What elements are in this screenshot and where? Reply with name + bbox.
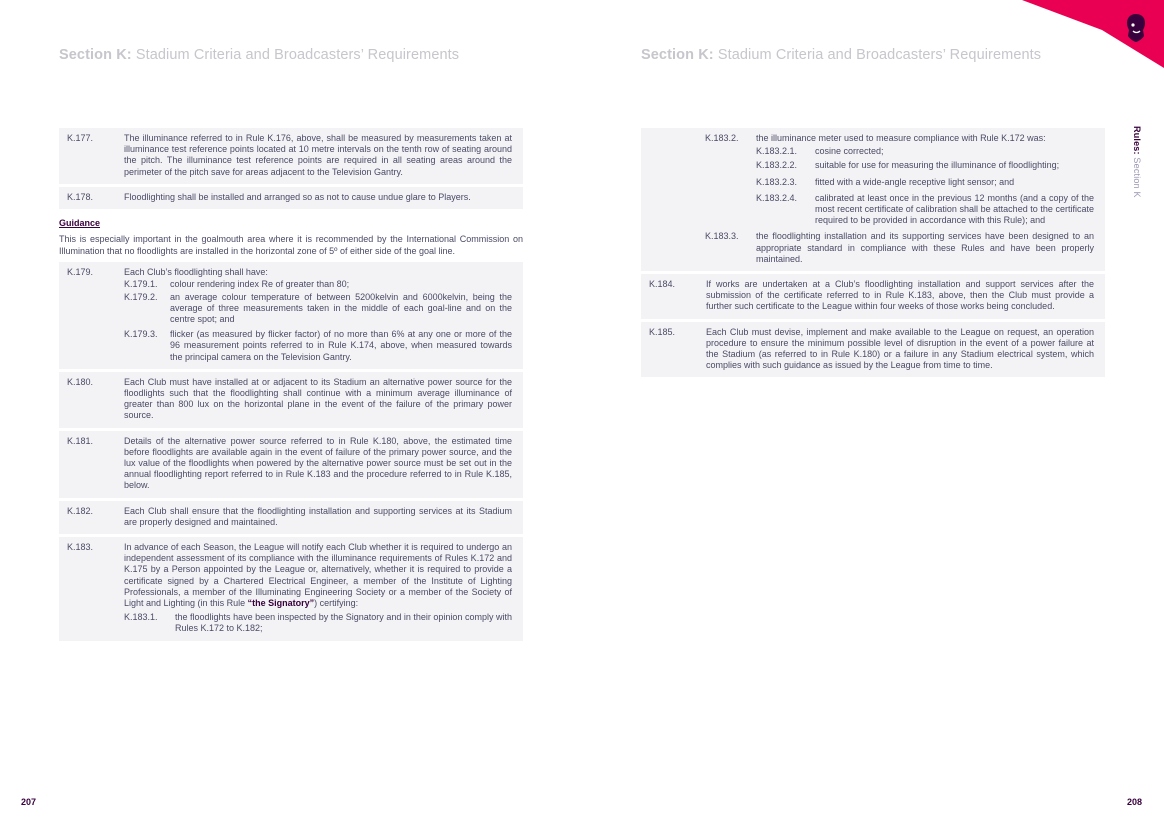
rule-text [124,542,512,609]
rule-text: Floodlighting shall be installed and arranged so as not to cause undue glare to Players. [124,191,471,202]
rule-k183 [59,537,523,641]
rule-k183-continued [641,128,1105,271]
sub-rule-text: flicker (as measured by flicker factor) of no more than 6% at any one or more of the 96 measurement points referred to in Rule K.174, above, when measured towards the principal camera on the Television Gantry. [170,329,512,362]
page-number-right: 208 [1126,797,1142,807]
sub-rule-k183-3 [705,231,1094,265]
league-lion-logo-icon [1124,12,1148,44]
rule-text: If works are undertaken at a Club’s floodlighting installation and support services after the submission of the certificate referred to in Rule K.183, above, then the Club must provide a further such certificate to the League within four weeks of those works being concluded. [706,279,1094,312]
sub-sub-rule-k183-2-2 [756,160,1094,171]
section-title-right [641,47,1041,63]
sub-rule-number: K.179.3. [124,329,158,340]
right-column [641,128,1105,380]
sub-sub-rule-number: K.183.2.3. [756,176,798,187]
side-label-bold: Rules: [1132,126,1142,155]
rule-number: K.183. [67,542,94,553]
sub-sub-rule-text: calibrated at least once in the previous 12 months (and a copy of the most recent certificate of calibration shall be attached to the certificate required to be provided in accordance with this Rule); and [815,192,1094,226]
rule-text: Each Club shall ensure that the floodlighting installation and supporting services at its Stadium are properly designed and maintained. [124,505,512,527]
guidance-heading: Guidance [59,218,101,229]
rule-k180 [59,372,523,428]
sub-rule-number: K.183.1. [124,612,158,623]
rule-number: K.185. [649,326,676,337]
rule-number: K.181. [67,435,94,446]
rule-text: Each Club’s floodlighting shall have: [124,267,268,278]
sub-sub-rule-number: K.183.2.4. [756,192,798,203]
sub-rule-number: K.179.2. [124,291,158,302]
sub-rule-k179-1 [124,279,512,290]
rule-number: K.182. [67,505,94,516]
rule-k182 [59,501,523,534]
sub-sub-rule-text: fitted with a wide-angle receptive light sensor; and [815,176,1015,187]
rule-text: Each Club must have installed at or adjacent to its Stadium an alternative power source for the floodlights such that the floodlighting shall continue with a minimum average illuminance of greater than 800 lux on the horizontal plane in the event of the failure of the primary power source. [124,376,512,421]
rule-number: K.177. [67,133,94,143]
side-section-label [1132,126,1142,198]
sub-rule-text: the floodlights have been inspected by the Signatory and in their opinion comply with Rules K.172 to K.182; [175,612,512,634]
sub-rule-number: K.183.3. [705,231,739,242]
rule-number: K.178. [67,191,94,202]
side-label-rest: Section K [1132,154,1142,198]
rule-body [124,542,512,635]
sub-rule-k179-2 [124,292,512,326]
sub-sub-rule-k183-2-1 [756,146,1094,157]
rule-text-after: ) certifying: [314,598,359,609]
rule-text: The illuminance referred to in Rule K.176, above, shall be measured by measurements taken at illuminance test reference points located at 10 metre intervals on the tenth row of seating around the pitch. The illuminance test reference points are required in all seating areas around the perimeter of the pitch save for areas adjacent to the Television Gantry. [124,133,512,177]
rule-k184 [641,274,1105,319]
sub-rule-k179-3 [124,329,512,363]
section-title-right-bold: Section K: [641,47,714,63]
rule-text-before: In advance of each Season, the League will notify each Club whether it is required to undergo an independent assessment of its compliance with the illuminance requirements of Rules K.172 and K.175 by a Person appointed by the League or, alternatively, whether it is required to provide a certificate signed by a Chartered Electrical Engineer, a member of the Institute of Lighting Professionals, a member of the Illuminating Engineering Society or a member of the Society of Light and Lighting (in this Rule [124,542,512,609]
sub-sub-rule-number: K.183.2.1. [756,146,798,157]
section-title-left [59,47,459,63]
rule-number: K.179. [67,267,94,278]
rule-number: K.180. [67,376,94,387]
guidance-text: This is especially important in the goalmouth area where it is recommended by the International Commission on Illumination that no floodlights are installed in the horizontal zone of 5º of either side of the goal line. [59,234,523,256]
rule-number: K.184. [649,279,676,290]
sub-rule-k183-1 [124,612,512,634]
section-title-left-rest: Stadium Criteria and Broadcasters’ Requirements [131,47,460,63]
sub-sub-rule-k183-2-3 [756,177,1094,188]
sub-sub-rule-k183-2-4 [756,193,1094,227]
sub-rule-k183-2 [705,133,1094,144]
sub-rule-text: the illuminance meter used to measure compliance with Rule K.172 was: [756,133,1046,143]
rule-k177 [59,128,523,184]
rule-k181 [59,431,523,498]
defined-term: “the Signatory” [247,598,315,609]
sub-rule-text: the floodlighting installation and its supporting services have been designed to an appropriate standard in compliance with these Rules and have been properly maintained. [756,231,1094,264]
sub-rule-number: K.179.1. [124,279,158,290]
left-column [59,128,523,644]
section-title-left-bold: Section K: [59,47,132,63]
rule-text: Each Club must devise, implement and make available to the League on request, an operation procedure to ensure the minimum possible level of disruption in the event of a power failure at the Stadium (as referred to in Rule K.180) or a failure in any Stadium electrical system, which complies with such guidance as issued by the League from time to time. [706,326,1094,371]
sub-sub-rule-number: K.183.2.2. [756,160,798,171]
rule-k185 [641,322,1105,378]
sub-rule-number: K.183.2. [705,133,739,143]
rule-body [124,267,512,363]
sub-sub-rule-text: cosine corrected; [815,146,884,157]
rule-k179 [59,262,523,369]
rule-text: Details of the alternative power source referred to in Rule K.180, above, the estimated time before floodlights are available again in the event of failure of the primary power source, and the lux value of the floodlights when powered by the alternative power source must be set out in the annual floodlighting report referred to in Rule K.183 and the procedure referred to in Rule K.185, below. [124,435,512,491]
sub-sub-rule-text: suitable for use for measuring the illuminance of floodlighting; [815,160,1060,171]
section-title-right-rest: Stadium Criteria and Broadcasters’ Requirements [713,47,1042,63]
page-number-left: 207 [21,797,37,807]
sub-sub-rule-list [705,146,1094,226]
rule-k178 [59,187,523,209]
sub-rule-text: an average colour temperature of between 5200kelvin and 6000kelvin, being the average of three measurements taken in the middle of each goal-line and on the centre spot; and [170,291,512,325]
sub-rule-text: colour rendering index Re of greater than 80; [170,279,350,290]
rule-body [705,133,1094,265]
